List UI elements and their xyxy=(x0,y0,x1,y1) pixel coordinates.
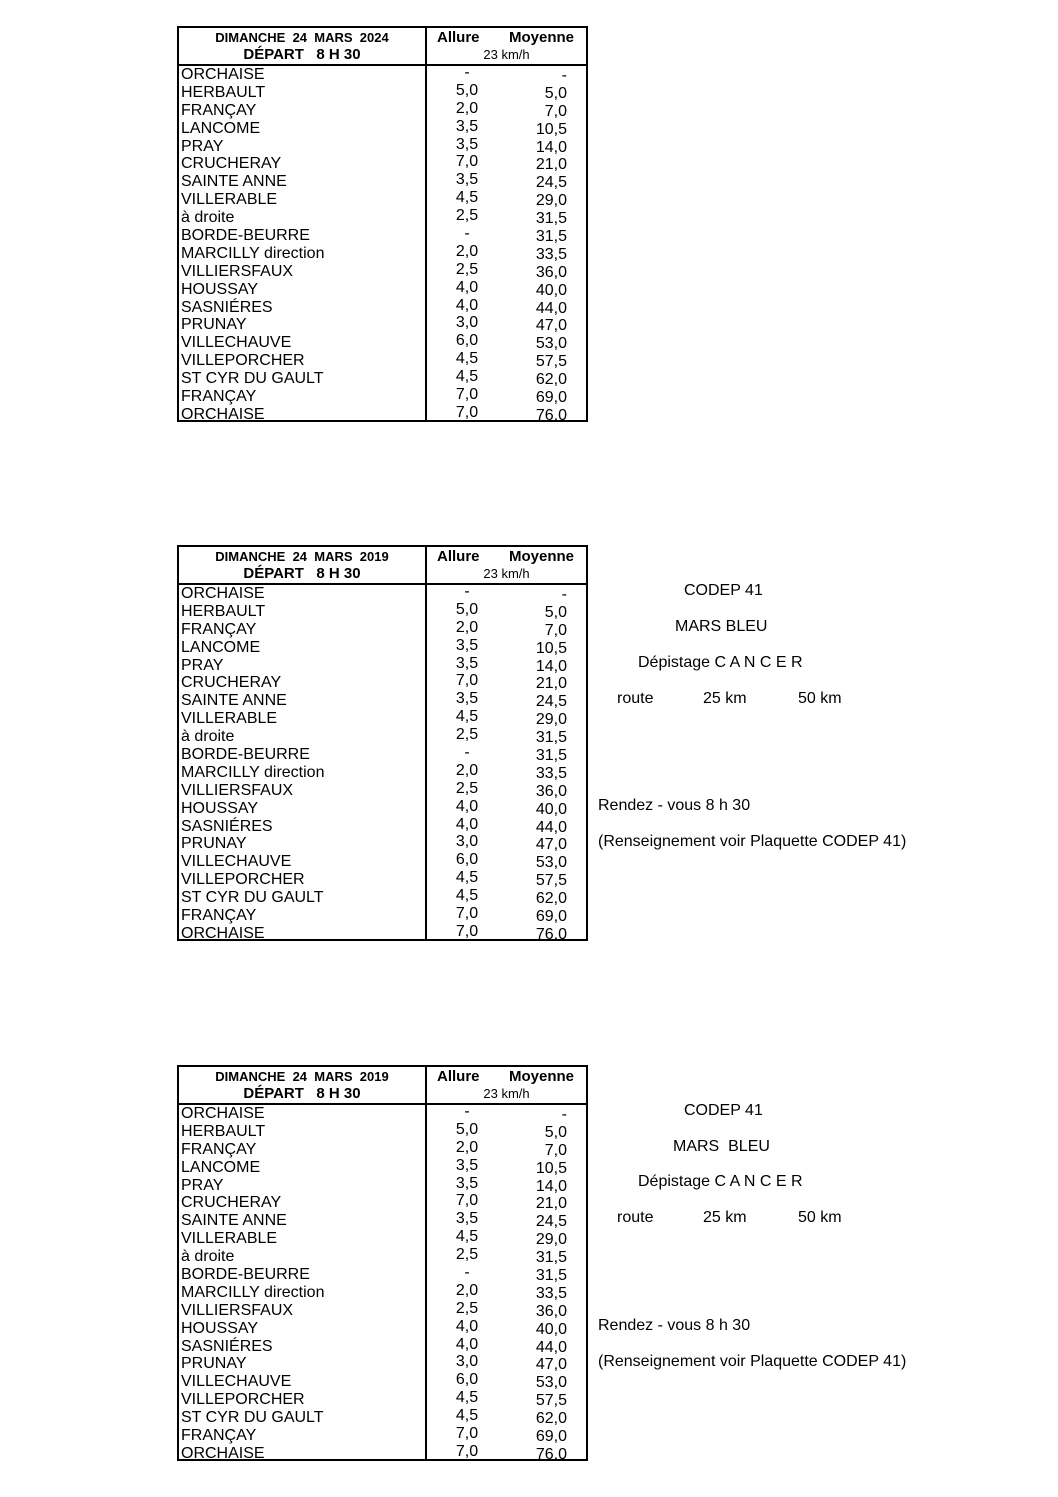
moyenne-value: 57,5 xyxy=(535,353,567,371)
place-name: BORDE-BEURRE xyxy=(181,746,310,764)
place-name: PRAY xyxy=(181,137,224,155)
moyenne-value: 53,0 xyxy=(535,854,567,872)
allure-value: 4,5 xyxy=(455,869,479,887)
moyenne-value: 62,0 xyxy=(535,890,567,908)
table-row xyxy=(179,260,586,281)
place-name: SASNIÉRES xyxy=(181,817,273,835)
moyenne-value: 31,5 xyxy=(535,228,567,246)
place-name: SAINTE ANNE xyxy=(181,692,287,710)
table-row xyxy=(179,728,586,746)
table-row xyxy=(179,209,586,227)
allure-value: 4,5 xyxy=(455,368,479,386)
place-name: MARCILLY direction xyxy=(181,244,325,262)
table-row xyxy=(179,600,586,621)
moyenne-value: 57,5 xyxy=(535,1392,567,1410)
table-row xyxy=(179,242,586,263)
moyenne-value: 36,0 xyxy=(535,782,567,800)
table-row xyxy=(179,1299,586,1320)
table-row xyxy=(179,1120,586,1141)
allure-value: 3,5 xyxy=(455,636,479,654)
table-row xyxy=(179,779,586,800)
table-row xyxy=(179,1248,586,1266)
allure-value: 3,5 xyxy=(455,690,479,708)
table-row xyxy=(179,710,586,728)
table-row xyxy=(179,66,586,84)
allure-value: 5,0 xyxy=(455,81,479,99)
table-row xyxy=(179,1138,586,1159)
table-row xyxy=(179,81,586,102)
allure-value: 7,0 xyxy=(455,672,479,690)
moyenne-value: 69,0 xyxy=(535,908,567,926)
place-name: VILLECHAUVE xyxy=(181,334,292,352)
moyenne-value: 53,0 xyxy=(535,335,567,353)
moyenne-value: 33,5 xyxy=(535,1284,567,1302)
moyenne-value: - xyxy=(561,67,567,84)
table-row xyxy=(179,1373,586,1391)
speed-label: 23 km/h xyxy=(483,47,530,62)
moyenne-value: 57,5 xyxy=(535,872,567,890)
moyenne-value: 69,0 xyxy=(535,1428,567,1446)
table-row xyxy=(179,173,586,191)
table-row xyxy=(179,227,586,245)
moyenne-value: 10,5 xyxy=(535,639,567,657)
allure-value: 3,5 xyxy=(455,135,479,153)
place-name: ST CYR DU GAULT xyxy=(181,889,324,907)
table-row xyxy=(179,692,586,710)
table-row xyxy=(179,334,586,352)
place-name: ORCHAISE xyxy=(181,1105,265,1122)
table-header xyxy=(179,28,586,66)
table-header xyxy=(179,547,586,585)
table-row xyxy=(179,117,586,138)
place-name: BORDE-BEURRE xyxy=(181,1266,310,1284)
distance-50km: 50 km xyxy=(798,690,842,707)
moyenne-value: 5,0 xyxy=(544,1123,567,1141)
route-table-2019-copy xyxy=(177,1065,588,1461)
moyenne-value: 47,0 xyxy=(535,1356,567,1374)
moyenne-value: 62,0 xyxy=(535,371,567,389)
speed-label: 23 km/h xyxy=(483,1086,530,1101)
place-name: HERBAULT xyxy=(181,83,266,101)
distance-25km: 25 km xyxy=(703,1209,747,1226)
place-name: VILLEPORCHER xyxy=(181,1391,305,1409)
route-table-2019 xyxy=(177,545,588,941)
place-name: SASNIÉRES xyxy=(181,1337,273,1355)
table-row xyxy=(179,618,586,639)
allure-value: 7,0 xyxy=(455,1192,479,1210)
table-row xyxy=(179,1174,586,1195)
moyenne-value: 10,5 xyxy=(535,120,567,138)
allure-value: 4,0 xyxy=(455,278,479,296)
allure-value: 3,0 xyxy=(455,1353,479,1371)
place-name: FRANÇAY xyxy=(181,1427,257,1445)
place-name: VILLIERSFAUX xyxy=(181,262,294,280)
allure-value: 4,5 xyxy=(455,1228,479,1246)
allure-value: 6,0 xyxy=(455,851,479,869)
moyenne-value: 24,5 xyxy=(535,174,567,192)
allure-value: - xyxy=(464,744,470,762)
moyenne-value: 40,0 xyxy=(535,800,567,818)
allure-value: 3,5 xyxy=(455,1210,479,1228)
place-name: VILLERABLE xyxy=(181,710,278,728)
allure-value: 3,5 xyxy=(455,654,479,672)
moyenne-value: 14,0 xyxy=(535,138,567,156)
table-row xyxy=(179,1266,586,1284)
moyenne-value: 29,0 xyxy=(535,1231,567,1249)
table-row xyxy=(179,99,586,120)
place-name: HERBAULT xyxy=(181,1122,266,1140)
table-row xyxy=(179,1355,586,1373)
table-row xyxy=(179,403,586,424)
place-name: SAINTE ANNE xyxy=(181,173,287,191)
allure-value: 2,5 xyxy=(455,726,479,744)
table-row xyxy=(179,1212,586,1230)
allure-value: 4,0 xyxy=(455,1317,479,1335)
place-name: VILLIERSFAUX xyxy=(181,781,294,799)
table-rows xyxy=(179,1105,586,1463)
place-name: MARCILLY direction xyxy=(181,1283,325,1301)
allure-value: - xyxy=(464,225,470,243)
allure-value: 7,0 xyxy=(455,922,479,940)
renseignement-label: (Renseignement voir Plaquette CODEP 41) xyxy=(598,833,907,850)
table-row xyxy=(179,1442,586,1463)
moyenne-value: 31,5 xyxy=(535,747,567,765)
moyenne-value: 24,5 xyxy=(535,693,567,711)
column-header-moyenne: Moyenne xyxy=(509,548,575,565)
table-row xyxy=(179,585,586,603)
table-title: DIMANCHE 24 MARS 2019 xyxy=(215,549,389,564)
place-name: PRUNAY xyxy=(181,1355,247,1373)
table-row xyxy=(179,1409,586,1427)
place-name: CRUCHERAY xyxy=(181,674,282,692)
table-row xyxy=(179,835,586,853)
allure-value: - xyxy=(464,1103,470,1120)
place-name: FRANÇAY xyxy=(181,620,257,638)
allure-value: 5,0 xyxy=(455,1120,479,1138)
rendezvous-label: Rendez - vous 8 h 30 xyxy=(598,1317,751,1334)
allure-value: 4,0 xyxy=(455,1335,479,1353)
mars-bleu-label: MARS BLEU xyxy=(673,1138,770,1155)
allure-value: 2,0 xyxy=(455,99,479,117)
table-row xyxy=(179,191,586,209)
moyenne-value: 47,0 xyxy=(535,317,567,335)
allure-value: 7,0 xyxy=(455,905,479,923)
place-name: PRAY xyxy=(181,1176,224,1194)
place-name: LANCOME xyxy=(181,638,261,656)
moyenne-value: 5,0 xyxy=(544,603,567,621)
moyenne-value: 21,0 xyxy=(535,156,567,174)
table-rows xyxy=(179,66,586,424)
table-row xyxy=(179,1427,586,1445)
allure-value: 4,5 xyxy=(455,708,479,726)
moyenne-value: 7,0 xyxy=(544,102,567,120)
column-header-allure: Allure xyxy=(437,1068,480,1085)
allure-value: 4,5 xyxy=(455,189,479,207)
place-name: VILLECHAUVE xyxy=(181,1373,292,1391)
moyenne-value: 29,0 xyxy=(535,192,567,210)
place-name: VILLEPORCHER xyxy=(181,352,305,370)
allure-value: 2,0 xyxy=(455,761,479,779)
table-row xyxy=(179,155,586,173)
allure-value: - xyxy=(464,583,470,600)
place-name: FRANÇAY xyxy=(181,907,257,925)
renseignement-label: (Renseignement voir Plaquette CODEP 41) xyxy=(598,1353,907,1370)
allure-value: 7,0 xyxy=(455,403,479,421)
table-rows xyxy=(179,585,586,943)
place-name: VILLEPORCHER xyxy=(181,871,305,889)
table-row xyxy=(179,922,586,943)
allure-value: 4,5 xyxy=(455,350,479,368)
moyenne-value: 21,0 xyxy=(535,1195,567,1213)
table-row xyxy=(179,135,586,156)
place-name: VILLERABLE xyxy=(181,191,278,209)
table-row xyxy=(179,889,586,907)
allure-value: 2,5 xyxy=(455,207,479,225)
allure-value: 7,0 xyxy=(455,386,479,404)
place-name: ORCHAISE xyxy=(181,585,265,602)
allure-value: 4,0 xyxy=(455,815,479,833)
table-row xyxy=(179,654,586,675)
moyenne-value: 44,0 xyxy=(535,299,567,317)
moyenne-value: 29,0 xyxy=(535,711,567,729)
place-name: FRANÇAY xyxy=(181,388,257,406)
allure-value: 7,0 xyxy=(455,1442,479,1460)
table-row xyxy=(179,1156,586,1177)
place-name: HOUSSAY xyxy=(181,799,259,817)
moyenne-value: 31,5 xyxy=(535,1267,567,1285)
allure-value: 2,0 xyxy=(455,242,479,260)
place-name: ORCHAISE xyxy=(181,1444,265,1462)
place-name: SAINTE ANNE xyxy=(181,1212,287,1230)
allure-value: 2,5 xyxy=(455,779,479,797)
place-name: FRANÇAY xyxy=(181,1140,257,1158)
codep-label: CODEP 41 xyxy=(684,582,763,599)
place-name: CRUCHERAY xyxy=(181,1194,282,1212)
table-row xyxy=(179,815,586,836)
table-row xyxy=(179,1317,586,1338)
place-name: ST CYR DU GAULT xyxy=(181,1409,324,1427)
table-row xyxy=(179,853,586,871)
place-name: PRUNAY xyxy=(181,316,247,334)
allure-value: 2,0 xyxy=(455,1281,479,1299)
moyenne-value: 40,0 xyxy=(535,281,567,299)
table-title: DIMANCHE 24 MARS 2024 xyxy=(215,30,389,45)
place-name: VILLERABLE xyxy=(181,1230,278,1248)
place-name: à droite xyxy=(181,728,235,746)
allure-value: 3,0 xyxy=(455,833,479,851)
allure-value: 2,0 xyxy=(455,1138,479,1156)
moyenne-value: 53,0 xyxy=(535,1374,567,1392)
route-label: route xyxy=(617,1209,654,1226)
allure-value: 4,0 xyxy=(455,296,479,314)
allure-value: 7,0 xyxy=(455,153,479,171)
moyenne-value: 33,5 xyxy=(535,245,567,263)
moyenne-value: 62,0 xyxy=(535,1410,567,1428)
allure-value: 3,5 xyxy=(455,1156,479,1174)
allure-value: 3,0 xyxy=(455,314,479,332)
table-row xyxy=(179,1281,586,1302)
place-name: à droite xyxy=(181,1248,235,1266)
allure-value: 3,5 xyxy=(455,1174,479,1192)
allure-value: 2,5 xyxy=(455,1299,479,1317)
column-header-allure: Allure xyxy=(437,548,480,565)
place-name: ORCHAISE xyxy=(181,66,265,83)
table-row xyxy=(179,278,586,299)
allure-value: - xyxy=(464,64,470,81)
table-title: DIMANCHE 24 MARS 2019 xyxy=(215,1069,389,1084)
table-row xyxy=(179,636,586,657)
column-header-moyenne: Moyenne xyxy=(509,1068,575,1085)
moyenne-value: 36,0 xyxy=(535,1302,567,1320)
moyenne-value: 31,5 xyxy=(535,1249,567,1267)
moyenne-value: 14,0 xyxy=(535,1177,567,1195)
moyenne-value: 14,0 xyxy=(535,657,567,675)
place-name: PRAY xyxy=(181,656,224,674)
depart-time: DÉPART 8 H 30 xyxy=(243,46,361,63)
moyenne-value: 33,5 xyxy=(535,764,567,782)
depart-time: DÉPART 8 H 30 xyxy=(243,1085,361,1102)
moyenne-value: 31,5 xyxy=(535,210,567,228)
table-row xyxy=(179,352,586,370)
allure-value: 4,5 xyxy=(455,1407,479,1425)
moyenne-value: 21,0 xyxy=(535,675,567,693)
allure-value: 3,5 xyxy=(455,171,479,189)
table-row xyxy=(179,761,586,782)
moyenne-value: 7,0 xyxy=(544,1141,567,1159)
codep-label: CODEP 41 xyxy=(684,1102,763,1119)
moyenne-value: 44,0 xyxy=(535,1338,567,1356)
route-table-2024 xyxy=(177,26,588,422)
moyenne-value: 69,0 xyxy=(535,389,567,407)
table-row xyxy=(179,797,586,818)
mars-bleu-label: MARS BLEU xyxy=(675,618,768,635)
distance-50km: 50 km xyxy=(798,1209,842,1226)
allure-value: 7,0 xyxy=(455,1425,479,1443)
moyenne-value: 76,0 xyxy=(535,1445,567,1463)
place-name: PRUNAY xyxy=(181,835,247,853)
moyenne-value: 76,0 xyxy=(535,406,567,424)
table-row xyxy=(179,1105,586,1123)
table-row xyxy=(179,1391,586,1409)
table-row xyxy=(179,370,586,388)
speed-label: 23 km/h xyxy=(483,566,530,581)
moyenne-value: 7,0 xyxy=(544,621,567,639)
table-row xyxy=(179,871,586,889)
depistage-label: Dépistage C A N C E R xyxy=(638,654,803,671)
allure-value: 3,5 xyxy=(455,117,479,135)
moyenne-value: 5,0 xyxy=(544,84,567,102)
moyenne-value: 36,0 xyxy=(535,263,567,281)
allure-value: 6,0 xyxy=(455,1371,479,1389)
column-header-moyenne: Moyenne xyxy=(509,29,575,46)
place-name: HOUSSAY xyxy=(181,1319,259,1337)
place-name: CRUCHERAY xyxy=(181,155,282,173)
allure-value: 2,0 xyxy=(455,618,479,636)
allure-value: 5,0 xyxy=(455,600,479,618)
place-name: MARCILLY direction xyxy=(181,763,325,781)
table-row xyxy=(179,1335,586,1356)
place-name: à droite xyxy=(181,209,235,227)
allure-value: 6,0 xyxy=(455,332,479,350)
rendezvous-label: Rendez - vous 8 h 30 xyxy=(598,797,751,814)
table-row xyxy=(179,746,586,764)
moyenne-value: 44,0 xyxy=(535,818,567,836)
table-row xyxy=(179,674,586,692)
moyenne-value: 10,5 xyxy=(535,1159,567,1177)
column-header-allure: Allure xyxy=(437,29,480,46)
place-name: ST CYR DU GAULT xyxy=(181,370,324,388)
moyenne-value: 76,0 xyxy=(535,925,567,943)
table-row xyxy=(179,907,586,925)
place-name: LANCOME xyxy=(181,1158,261,1176)
table-row xyxy=(179,316,586,334)
depistage-label: Dépistage C A N C E R xyxy=(638,1173,803,1190)
moyenne-value: 47,0 xyxy=(535,836,567,854)
table-header xyxy=(179,1067,586,1105)
moyenne-value: - xyxy=(561,586,567,603)
table-row xyxy=(179,296,586,317)
place-name: ORCHAISE xyxy=(181,405,265,423)
table-row xyxy=(179,1194,586,1212)
moyenne-value: 40,0 xyxy=(535,1320,567,1338)
table-row xyxy=(179,388,586,406)
place-name: BORDE-BEURRE xyxy=(181,227,310,245)
allure-value: 2,5 xyxy=(455,260,479,278)
distance-25km: 25 km xyxy=(703,690,747,707)
place-name: LANCOME xyxy=(181,119,261,137)
allure-value: 4,0 xyxy=(455,797,479,815)
moyenne-value: 31,5 xyxy=(535,729,567,747)
depart-time: DÉPART 8 H 30 xyxy=(243,565,361,582)
allure-value: 4,5 xyxy=(455,1389,479,1407)
place-name: VILLECHAUVE xyxy=(181,853,292,871)
place-name: HERBAULT xyxy=(181,602,266,620)
allure-value: 2,5 xyxy=(455,1246,479,1264)
moyenne-value: - xyxy=(561,1106,567,1123)
route-label: route xyxy=(617,690,654,707)
place-name: SASNIÉRES xyxy=(181,298,273,316)
place-name: HOUSSAY xyxy=(181,280,259,298)
table-row xyxy=(179,1230,586,1248)
allure-value: - xyxy=(464,1264,470,1282)
place-name: FRANÇAY xyxy=(181,101,257,119)
moyenne-value: 24,5 xyxy=(535,1213,567,1231)
allure-value: 4,5 xyxy=(455,887,479,905)
place-name: VILLIERSFAUX xyxy=(181,1301,294,1319)
place-name: ORCHAISE xyxy=(181,924,265,942)
